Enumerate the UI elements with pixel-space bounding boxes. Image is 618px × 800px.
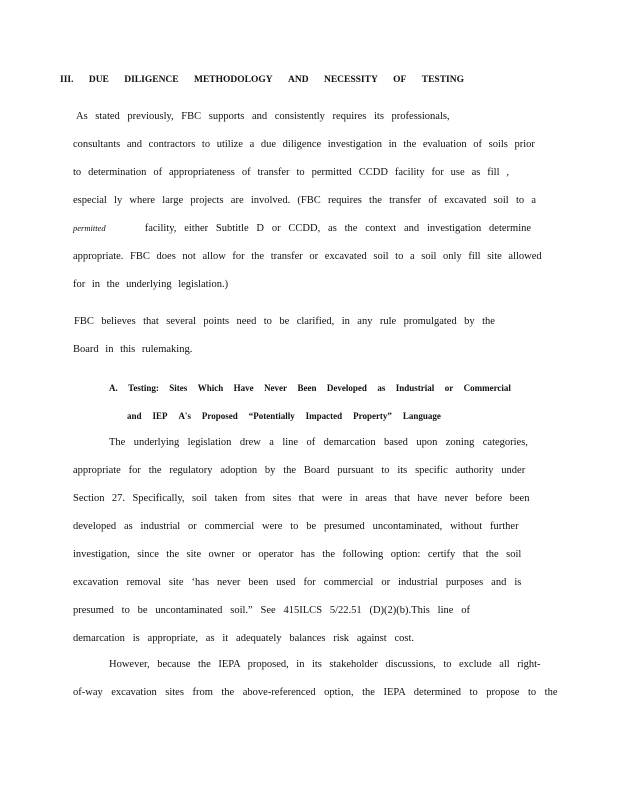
subheading-word: Been: [297, 383, 317, 393]
subheading-word: Testing:: [128, 383, 159, 393]
subheading-word: A.: [109, 383, 118, 393]
paragraph-line: investigation, since the site owner or operator has the following option: certify that the soil: [73, 549, 522, 560]
heading-word: TESTING: [421, 75, 464, 85]
paragraph-line: [73, 223, 531, 234]
subheading-word: Developed: [326, 383, 367, 393]
paragraph-line: especial ly where large projects are involved. (FBC requires the transfer of excavated soil to a: [73, 195, 536, 206]
section-number: III.: [60, 75, 74, 85]
section-heading: [60, 75, 464, 85]
paragraph-line: As stated previously, FBC supports and consistently requires its professionals,: [76, 111, 450, 122]
paragraph-line: consultants and contractors to utilize a due diligence investigation in the evaluation of soils prior: [73, 139, 535, 150]
subheading-word: Property”: [353, 411, 392, 421]
subheading-word: Proposed: [201, 411, 238, 421]
paragraph-line: The underlying legislation drew a line of demarcation based upon zoning categories,: [109, 437, 528, 448]
paragraph-line: of-way excavation sites from the above-referenced option, the IEPA determined to propose to the: [73, 687, 558, 698]
paragraph-line: to determination of appropriateness of transfer to permitted CCDD facility for use as fill ,: [73, 167, 510, 178]
subheading-word: Language: [402, 411, 441, 421]
subheading-word: IEP: [152, 411, 168, 421]
paragraph-line: FBC believes that several points need to be clarified, in any rule promulgated by the: [74, 316, 495, 327]
heading-word: DUE: [88, 75, 109, 85]
paragraph-line: excavation removal site ‘has never been used for commercial or industrial purposes and is: [73, 577, 522, 588]
paragraph-line: demarcation is appropriate, as it adequately balances risk against cost.: [73, 633, 414, 644]
subheading-word: Sites: [169, 383, 188, 393]
heading-word: DILIGENCE: [124, 75, 179, 85]
subheading-word: Commercial: [463, 383, 511, 393]
paragraph-line: Board in this rulemaking.: [73, 344, 193, 355]
subheading-word: “Potentially: [248, 411, 295, 421]
subheading-word: Have: [233, 383, 254, 393]
subsection-heading: [109, 383, 511, 393]
heading-word: OF: [393, 75, 407, 85]
paragraph-line: appropriate for the regulatory adoption by the Board pursuant to its specific authority under: [73, 465, 526, 476]
subheading-word: Never: [264, 383, 288, 393]
subheading-word: Impacted: [305, 411, 343, 421]
paragraph-line: appropriate. FBC does not allow for the transfer or excavated soil to a soil only fill site allowed: [73, 251, 542, 262]
subheading-word: or: [444, 383, 454, 393]
subheading-word: as: [377, 383, 386, 393]
subheading-word: Which: [197, 383, 224, 393]
heading-word: NECESSITY: [323, 75, 378, 85]
subheading-word: and: [127, 411, 142, 421]
subheading-word: A's: [178, 411, 191, 421]
subsection-heading-continued: [127, 411, 441, 421]
heading-word: METHODOLOGY: [193, 75, 273, 85]
paragraph-line: Section 27. Specifically, soil taken from sites that were in areas that have never before been: [73, 493, 530, 504]
heading-word: AND: [288, 75, 309, 85]
paragraph-line: developed as industrial or commercial were to be presumed uncontaminated, without further: [73, 521, 519, 532]
paragraph-line-rest: facility, either Subtitle D or CCDD, as the context and investigation determine: [144, 223, 532, 234]
paragraph-line: presumed to be uncontaminated soil.” See 415ILCS 5/22.51 (D)(2)(b).This line of: [73, 605, 470, 616]
subheading-word: Industrial: [395, 383, 435, 393]
paragraph-line: for in the underlying legislation.): [73, 279, 229, 290]
italic-word: permitted: [73, 223, 106, 233]
paragraph-line: However, because the IEPA proposed, in its stakeholder discussions, to exclude all right-: [109, 659, 541, 670]
